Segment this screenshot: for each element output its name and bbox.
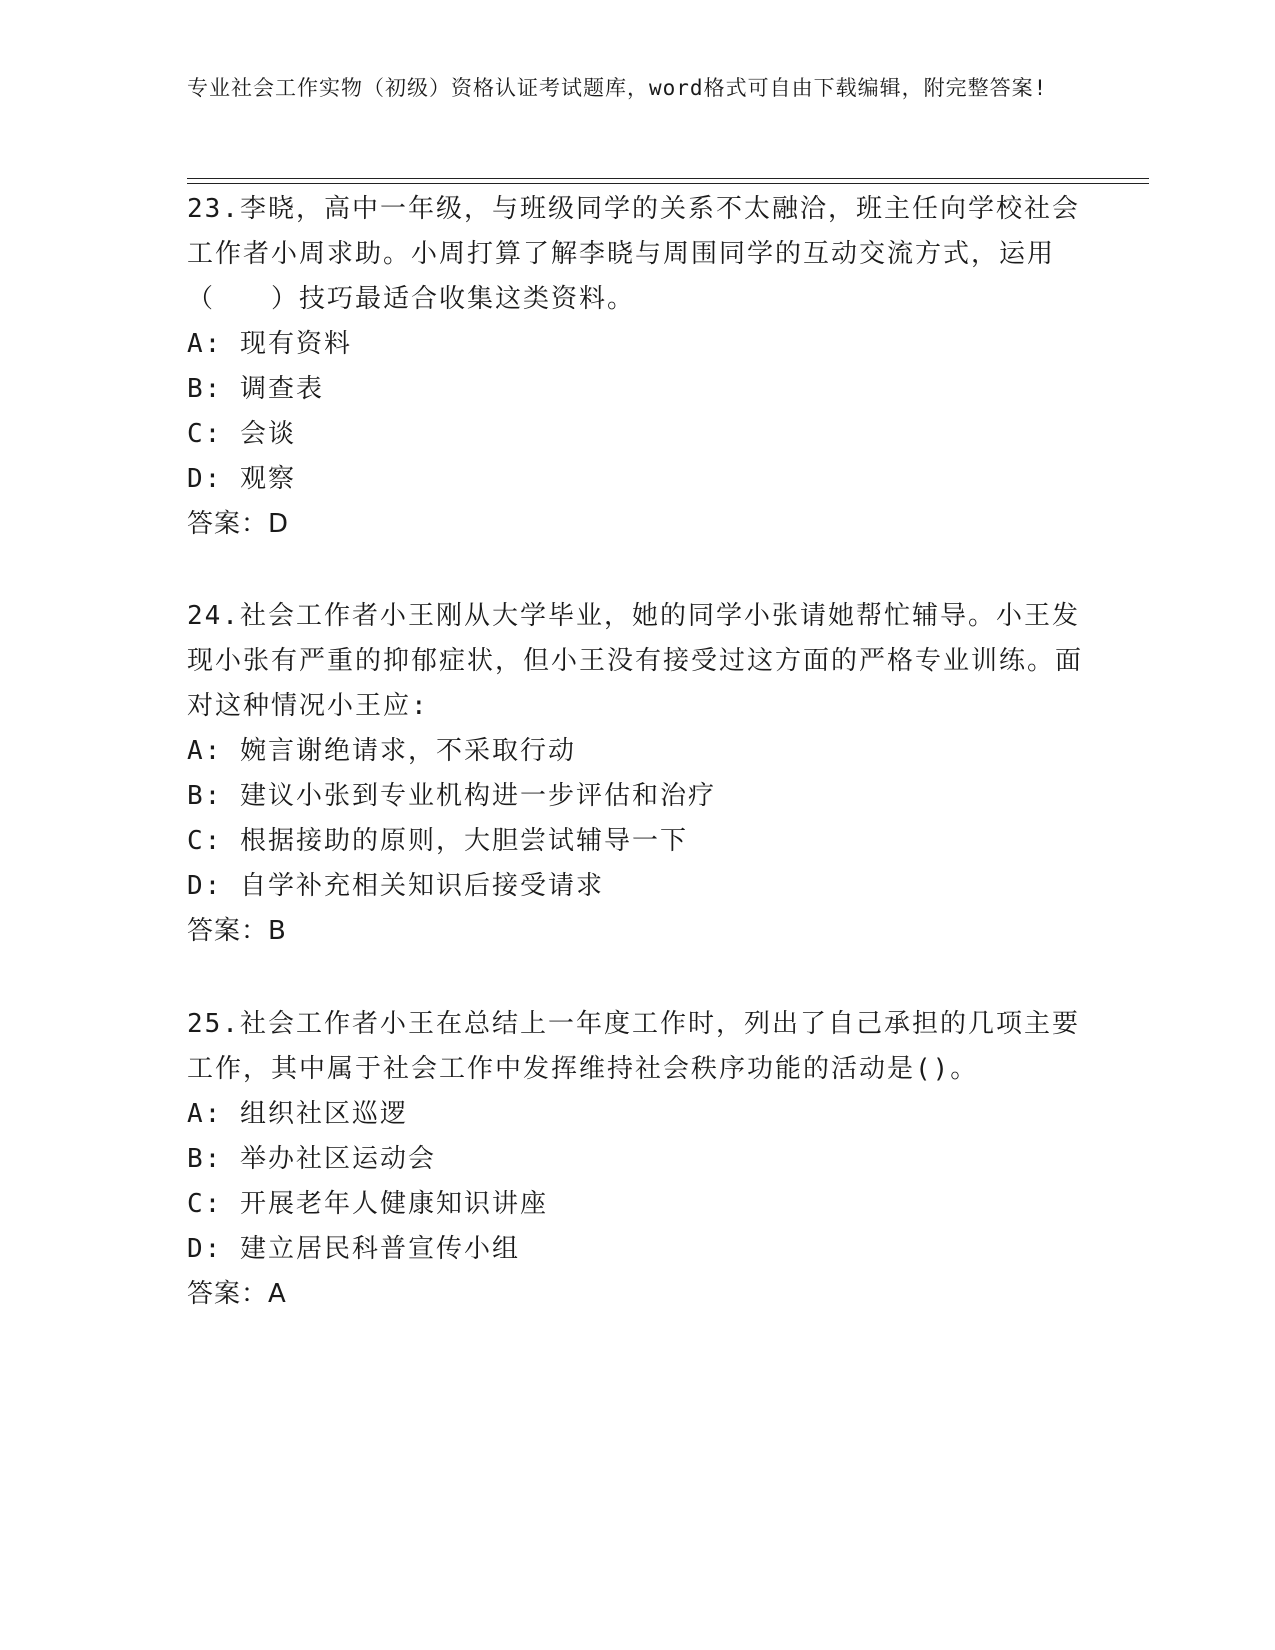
option-letter: C: bbox=[187, 419, 223, 449]
option-letter: B: bbox=[187, 1144, 223, 1174]
option-text: 调查表 bbox=[239, 374, 324, 404]
question-stem: 24.社会工作者小王刚从大学毕业，她的同学小张请她帮忙辅导。小王发现小张有严重的抑郁症状，但小王没有接受过这方面的严格专业训练。面对这种情况小王应: bbox=[187, 601, 1084, 721]
option-d bbox=[187, 457, 1087, 502]
option-text: 建议小张到专业机构进一步评估和治疗 bbox=[239, 781, 716, 811]
option-letter: D: bbox=[187, 464, 223, 494]
option-letter: D: bbox=[187, 1234, 223, 1264]
option-text: 自学补充相关知识后接受请求 bbox=[239, 871, 604, 901]
document-header bbox=[187, 72, 1067, 104]
option-b bbox=[187, 367, 1087, 412]
question-stem: 25.社会工作者小王在总结上一年度工作时，列出了自己承担的几项主要工作，其中属于社会工作中发挥维持社会秩序功能的活动是()。 bbox=[187, 1009, 1080, 1084]
option-letter: A: bbox=[187, 329, 223, 359]
option-letter: C: bbox=[187, 826, 223, 856]
answer-line: 答案：A bbox=[187, 1279, 287, 1309]
option-a bbox=[187, 729, 1087, 774]
option-text: 开展老年人健康知识讲座 bbox=[239, 1189, 548, 1219]
answer-line: 答案：B bbox=[187, 916, 287, 946]
answer-line: 答案：D bbox=[187, 509, 290, 539]
option-text: 组织社区巡逻 bbox=[239, 1099, 408, 1129]
option-b bbox=[187, 1137, 1087, 1182]
option-text: 观察 bbox=[239, 464, 296, 494]
option-letter: B: bbox=[187, 781, 223, 811]
option-letter: D: bbox=[187, 871, 223, 901]
option-b bbox=[187, 774, 1087, 819]
option-letter: B: bbox=[187, 374, 223, 404]
header-divider-top bbox=[187, 178, 1149, 179]
option-text: 会谈 bbox=[239, 419, 296, 449]
option-text: 婉言谢绝请求，不采取行动 bbox=[239, 736, 576, 766]
option-text: 现有资料 bbox=[239, 329, 352, 359]
option-a bbox=[187, 1092, 1087, 1137]
question-25 bbox=[187, 1002, 1087, 1317]
option-text: 举办社区运动会 bbox=[239, 1144, 436, 1174]
option-a bbox=[187, 322, 1087, 367]
option-c bbox=[187, 1182, 1087, 1227]
option-text: 建立居民科普宣传小组 bbox=[239, 1234, 520, 1264]
header-text: 专业社会工作实物（初级）资格认证考试题库，word格式可自由下载编辑，附完整答案! bbox=[187, 76, 1048, 100]
question-23 bbox=[187, 187, 1087, 547]
option-d bbox=[187, 864, 1087, 909]
option-letter: C: bbox=[187, 1189, 223, 1219]
option-d bbox=[187, 1227, 1087, 1272]
option-letter: A: bbox=[187, 1099, 223, 1129]
option-c bbox=[187, 819, 1087, 864]
option-letter: A: bbox=[187, 736, 223, 766]
question-24 bbox=[187, 594, 1087, 954]
option-text: 根据接助的原则，大胆尝试辅导一下 bbox=[239, 826, 688, 856]
question-stem: 23.李晓，高中一年级，与班级同学的关系不太融洽，班主任向学校社会工作者小周求助。小周打算了解李晓与周围同学的互动交流方式，运用（ ）技巧最适合收集这类资料。 bbox=[187, 194, 1080, 314]
header-divider-bottom bbox=[187, 183, 1149, 184]
option-c bbox=[187, 412, 1087, 457]
